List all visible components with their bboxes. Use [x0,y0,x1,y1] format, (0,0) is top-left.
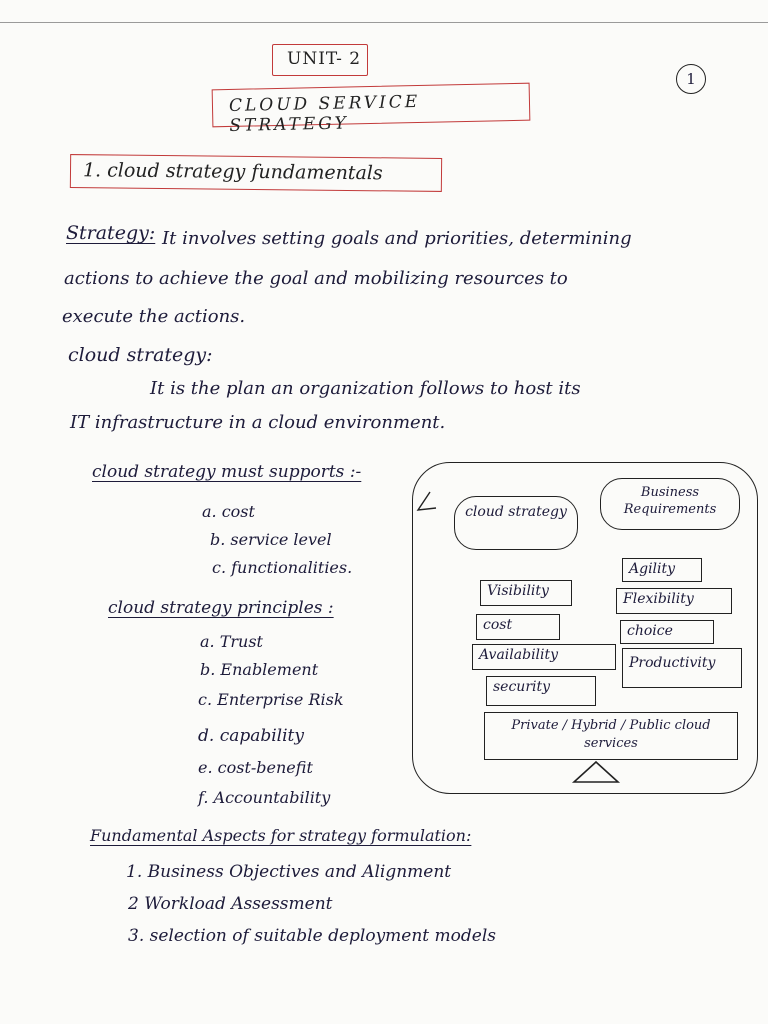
diagram-item-availability: Availability [472,644,616,670]
list-item: b. Enablement [200,660,319,679]
strategy-definition-line: execute the actions. [62,306,246,327]
diagram-item-productivity: Productivity [622,648,742,688]
unit-label-box [272,44,368,76]
supports-heading: cloud strategy must supports :- [92,462,362,482]
cloud-strategy-definition-line: It is the plan an organization follows to host its [150,378,581,399]
principles-heading: cloud strategy principles : [108,598,334,618]
list-item: 2 Workload Assessment [128,894,333,914]
unit-label: UNIT- 2 [287,49,362,69]
chapter-title-box [212,83,531,136]
cloud-strategy-node: cloud strategy [454,496,578,550]
section-title-box [70,154,442,192]
diagram-item-security: security [486,676,596,706]
deployment-base-box: Private / Hybrid / Public cloud services [484,712,738,760]
strategy-definition-line: It involves setting goals and priorities, determining [162,228,632,249]
diagram-item-flexibility: Flexibility [616,588,732,614]
list-item: f. Accountability [198,788,331,807]
diagram-item-visibility: Visibility [480,580,572,606]
list-item: a. cost [202,502,255,521]
strategy-definition-line: actions to achieve the goal and mobilizing resources to [64,268,568,289]
diagram-item-choice: choice [620,620,714,644]
cloud-strategy-term: cloud strategy: [68,344,213,366]
section-title: 1. cloud strategy fundamentals [82,159,383,185]
strategy-term: Strategy: [66,222,156,244]
list-item: a. Trust [200,632,263,651]
list-item: b. service level [210,530,332,549]
diagram-item-agility: Agility [622,558,702,582]
page-top-rule [0,22,768,23]
list-item: d. capability [198,726,304,746]
aspects-heading: Fundamental Aspects for strategy formulation: [90,826,472,845]
list-item: 3. selection of suitable deployment models [128,926,496,946]
list-item: e. cost-benefit [198,758,313,777]
list-item: c. Enterprise Risk [198,690,344,709]
diagram-item-cost: cost [476,614,560,640]
business-requirements-node: Business Requirements [600,478,740,530]
list-item: 1. Business Objectives and Alignment [126,862,452,882]
list-item: c. functionalities. [212,558,353,577]
page-number: 1 [676,64,706,94]
chapter-title: CLOUD SERVICE STRATEGY [228,91,421,136]
cloud-strategy-definition-line: IT infrastructure in a cloud environment. [70,412,446,433]
